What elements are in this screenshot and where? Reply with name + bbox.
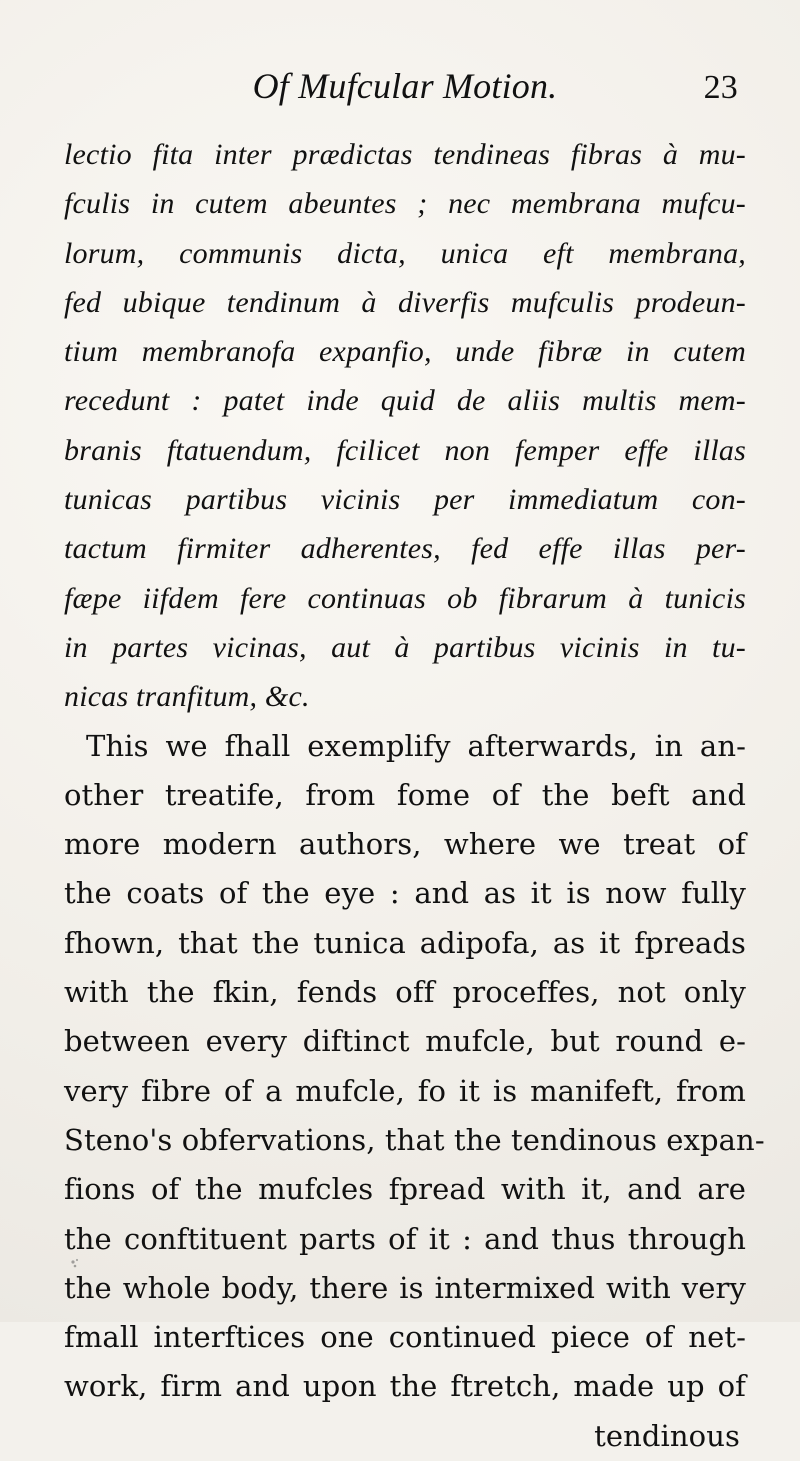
text-line: very fibre of a mufcle, fo it is manifeft, from [64,1073,746,1108]
text-line: lectio fita inter prædictas tendineas fibras à mu- [64,138,746,171]
text-line: fæpe iifdem fere continuas ob fibrarum à tunicis [64,581,746,615]
text-line: nicas tranfitum, &c. [64,680,310,714]
text-line: fmall interftices one continued piece of net- [64,1320,746,1355]
text-line: other treatife, from fome of the beft and [64,777,746,812]
text-line: work, firm and upon the ftretch, made up of [64,1369,746,1404]
text-line: recedunt : patet inde quid de aliis multis mem- [64,384,746,418]
page-number: 23 [703,69,738,106]
text-line: the conftituent parts of it : and thus through [64,1221,746,1256]
text-line: the whole body, there is intermixed with very [64,1270,746,1305]
text-line: This we fhall exemplify afterwards, in an- [86,728,746,763]
text-line: the coats of the eye : and as it is now fully [64,876,746,911]
text-line: more modern authors, where we treat of [64,827,746,862]
text-line: tactum firmiter adherentes, fed effe illas per- [64,532,746,566]
running-head-title: Of Mufcular Motion. [252,66,558,106]
text-line: fed ubique tendinum à diverfis mufculis prodeun- [64,285,746,319]
text-line: branis ftatuendum, fcilicet non femper effe illas [64,433,746,467]
running-head [64,60,746,112]
text-line: tunicas partibus vicinis per immediatum con- [64,483,746,517]
text-line: lorum, communis dicta, unica eft membrana, [64,236,746,270]
text-line: in partes vicinas, aut à partibus vicinis in tu- [64,630,746,664]
text-line: with the fkin, fends off proceffes, not only [64,975,746,1010]
body-text [64,130,765,1461]
catchword: tendinous [594,1418,740,1453]
text-line: Steno's obfervations, that the tendinous expan- [64,1122,765,1157]
text-line: tium membranofa expanfio, unde fibræ in cutem [64,335,746,369]
text-line: fions of the mufcles fpread with it, and are [64,1172,746,1207]
text-line: fculis in cutem abeuntes ; nec membrana mufcu- [64,187,746,221]
text-line: fhown, that the tunica adipofa, as it fpreads [64,925,746,960]
ink-speck-icon [68,1256,82,1270]
text-line: between every diftinct mufcle, but round e- [64,1024,746,1059]
